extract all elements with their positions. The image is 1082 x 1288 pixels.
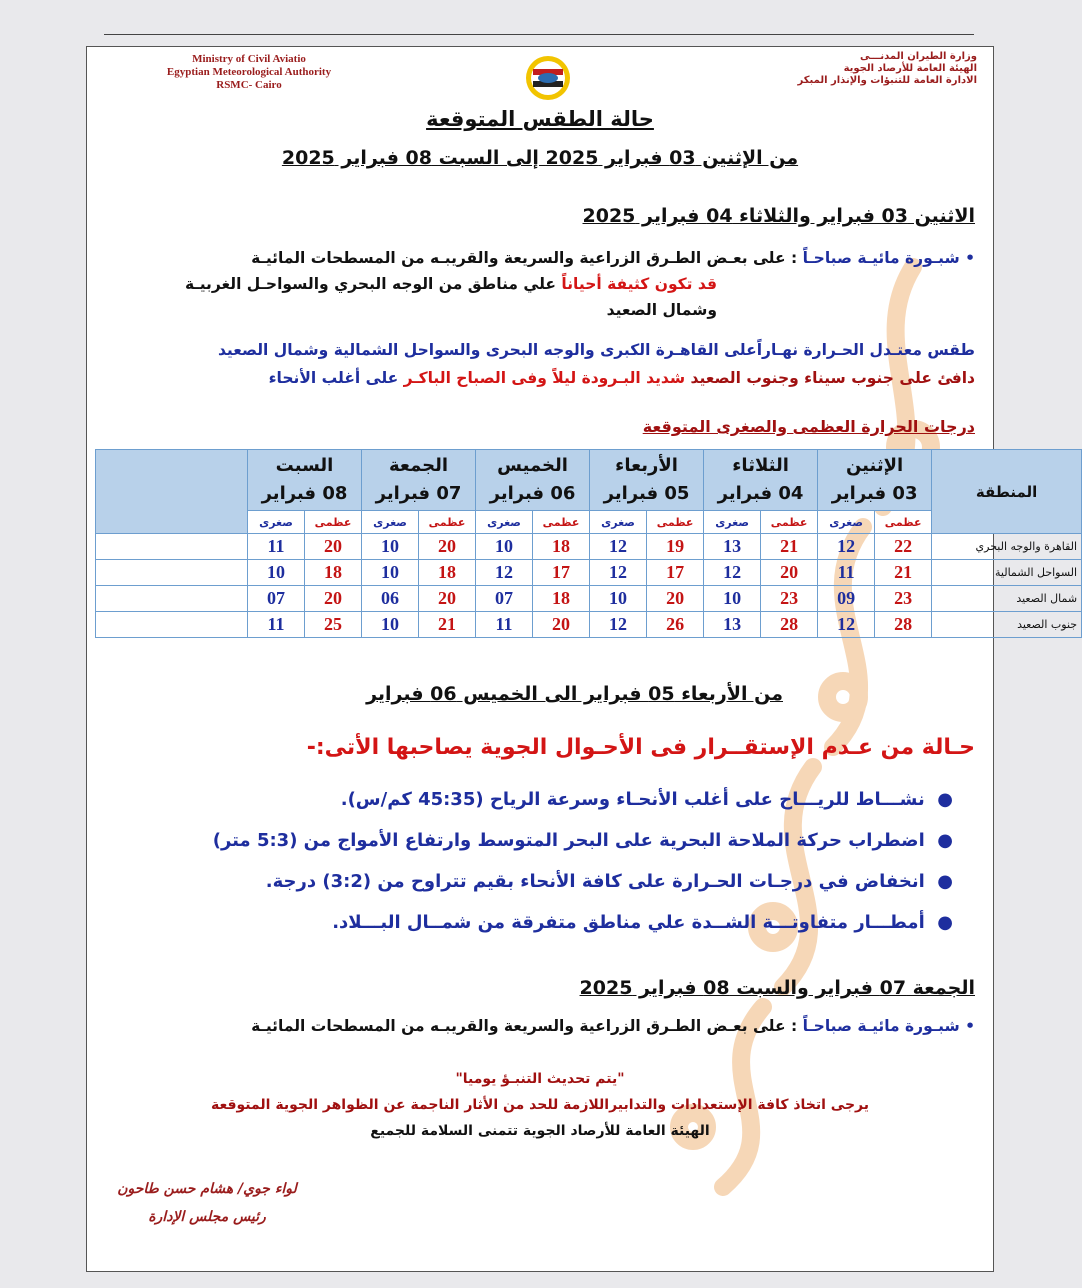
bullet-text: اضطراب حركة الملاحة البحرية على البحر المتوسط وارتفاع الأمواج من (5:3 متر) (212, 830, 925, 851)
region-cell: السواحل الشمالية (932, 560, 1082, 586)
temp-line-2c: على أغلب الأنحاء (268, 369, 399, 387)
authority-logo-icon (525, 55, 571, 101)
section1-dense-line (185, 275, 717, 293)
min-temp-cell: 11 (818, 560, 875, 586)
bullet-dot-icon: ● (924, 830, 953, 851)
min-label: صغرى (362, 511, 419, 534)
header-english (139, 53, 359, 92)
header-en-line: RSMC- Cairo (216, 79, 282, 91)
day-name: الخميس (497, 455, 568, 476)
max-label: عظمى (533, 511, 590, 534)
day-date: 03 فبراير (831, 483, 918, 504)
row-filler (96, 586, 248, 612)
fog-label: • شبـورة مائيـة صباحـاً (802, 249, 975, 267)
update-note: "يتم تحديث التنبـؤ يوميا" (455, 1071, 625, 1087)
min-temp-cell: 12 (590, 534, 647, 560)
bullet-item (213, 830, 953, 851)
table-row (96, 534, 1082, 560)
min-temp-cell: 11 (248, 534, 305, 560)
min-temp-cell: 10 (476, 534, 533, 560)
region-header: المنطقة (932, 450, 1082, 534)
day-header (476, 450, 590, 511)
max-temp-cell: 18 (419, 560, 476, 586)
temp-line-2a: دافئ على جنوب سيناء وجنوب الصعيد (690, 369, 975, 387)
day-name: الأربعاء (615, 455, 678, 476)
signature-title: رئيس مجلس الإدارة (148, 1209, 266, 1225)
min-label: صغرى (248, 511, 305, 534)
day-header (590, 450, 704, 511)
max-temp-cell: 22 (875, 534, 932, 560)
max-label: عظمى (419, 511, 476, 534)
min-temp-cell: 11 (476, 612, 533, 638)
max-temp-cell: 23 (875, 586, 932, 612)
day-name: الجمعة (389, 455, 449, 476)
table-row (96, 612, 1082, 638)
bullet-dot-icon: ● (924, 871, 953, 892)
table-body (96, 534, 1082, 638)
max-temp-cell: 21 (875, 560, 932, 586)
max-temp-cell: 20 (647, 586, 704, 612)
signature-name: لواء جوي/ هشام حسن طاحون (117, 1181, 297, 1197)
region-cell: شمال الصعيد (932, 586, 1082, 612)
max-temp-cell: 20 (305, 586, 362, 612)
min-label: صغرى (476, 511, 533, 534)
max-temp-cell: 20 (419, 534, 476, 560)
forecast-document (86, 46, 1078, 1272)
max-temp-cell: 18 (305, 560, 362, 586)
bullet-dot-icon: ● (924, 789, 953, 810)
temperature-table (95, 449, 1082, 638)
day-date: 06 فبراير (489, 483, 576, 504)
max-temp-cell: 20 (761, 560, 818, 586)
section1-dense-line2: وشمال الصعيد (606, 301, 717, 319)
day-header (362, 450, 476, 511)
section1-heading: الاثنين 03 فبراير والثلاثاء 04 فبراير 2025 (582, 205, 975, 227)
max-temp-cell: 21 (761, 534, 818, 560)
header-ar-line: وزارة الطيران المدنـــى (859, 51, 977, 62)
fog-label: • شبـورة مائيـة صباحـاً (802, 1017, 975, 1035)
table-header-row (96, 450, 1082, 511)
header-en-line: Ministry of Civil Aviatio (192, 53, 306, 65)
fog-text: : على بعـض الطـرق الزراعية والسريعة والقريبـه من المسطحات المائيـة (251, 1017, 798, 1035)
bullet-item (332, 912, 953, 933)
min-temp-cell: 10 (248, 560, 305, 586)
day-header (818, 450, 932, 511)
min-temp-cell: 06 (362, 586, 419, 612)
day-header (248, 450, 362, 511)
bullet-text: أمطـــار متفاوتـــة الشــدة علي مناطق متفرقة من شمــال البـــلاد. (332, 912, 925, 933)
min-temp-cell: 07 (248, 586, 305, 612)
max-temp-cell: 28 (761, 612, 818, 638)
min-temp-cell: 13 (704, 534, 761, 560)
section3-fog-line (95, 1017, 975, 1035)
max-temp-cell: 23 (761, 586, 818, 612)
dense-red: قد تكون كثيفة أحياناً (561, 275, 717, 293)
fog-text: : على بعـض الطـرق الزراعية والسريعة والقريبـه من المسطحات المائيـة (251, 249, 798, 267)
max-temp-cell: 25 (305, 612, 362, 638)
day-name: السبت (275, 455, 334, 476)
max-temp-cell: 18 (533, 534, 590, 560)
header-arabic (747, 51, 977, 87)
max-temp-cell: 28 (875, 612, 932, 638)
min-temp-cell: 12 (818, 534, 875, 560)
temp-line-2b: شديد البـرودة ليلاً وفى الصباح الباكـر (403, 369, 686, 387)
day-name: الثلاثاء (732, 455, 789, 476)
dense-rest: علي مناطق من الوجه البحري والسواحـل الغربيـة (185, 275, 557, 293)
min-temp-cell: 12 (704, 560, 761, 586)
bullet-text: انخفاض في درجـات الحـرارة على كافة الأنحاء بقيم تتراوح من (3:2) درجة. (265, 871, 925, 892)
max-temp-cell: 21 (419, 612, 476, 638)
min-temp-cell: 12 (590, 560, 647, 586)
max-temp-cell: 19 (647, 534, 704, 560)
min-temp-cell: 13 (704, 612, 761, 638)
day-date: 07 فبراير (375, 483, 462, 504)
min-temp-cell: 07 (476, 586, 533, 612)
page-subtitle: من الإثنين 03 فبراير 2025 إلى السبت 08 فبراير 2025 (281, 147, 799, 169)
table-header-filler (96, 450, 248, 534)
min-temp-cell: 11 (248, 612, 305, 638)
header-en-line: Egyptian Meteorological Authority (166, 66, 332, 78)
safety-wish: الهيئة العامة للأرصاد الجوية تتمنى السلامة للجميع (370, 1123, 710, 1139)
temp-line-2 (269, 369, 975, 387)
max-label: عظمى (647, 511, 704, 534)
row-filler (96, 534, 248, 560)
min-label: صغرى (818, 511, 875, 534)
min-temp-cell: 12 (818, 612, 875, 638)
day-header (704, 450, 818, 511)
min-temp-cell: 10 (704, 586, 761, 612)
max-label: عظمى (761, 511, 818, 534)
min-temp-cell: 10 (590, 586, 647, 612)
max-label: عظمى (875, 511, 932, 534)
min-temp-cell: 10 (362, 560, 419, 586)
min-label: صغرى (704, 511, 761, 534)
region-cell: جنوب الصعيد (932, 612, 1082, 638)
section3-heading: الجمعة 07 فبراير والسبت 08 فبراير 2025 (579, 977, 975, 999)
table-row (96, 560, 1082, 586)
header-ar-line: الهيئة العامة للأرصاد الجوية (843, 63, 977, 74)
row-filler (96, 560, 248, 586)
max-temp-cell: 17 (533, 560, 590, 586)
day-name: الإثنين (845, 455, 904, 476)
max-temp-cell: 20 (305, 534, 362, 560)
section1-fog-line (95, 249, 975, 267)
bullet-item (341, 789, 953, 810)
max-temp-cell: 26 (647, 612, 704, 638)
bullet-item (266, 871, 953, 892)
day-date: 08 فبراير (261, 483, 348, 504)
table-row (96, 586, 1082, 612)
instability-alert: حـالة من عـدم الإستقــرار فى الأحـوال الجوية يصاحبها الأتى:- (306, 735, 975, 760)
section2-heading: من الأربعاء 05 فبراير الى الخميس 06 فبراير (366, 683, 783, 705)
top-rule (104, 34, 974, 35)
max-temp-cell: 17 (647, 560, 704, 586)
temps-heading: درجات الحرارة العظمى والصغرى المتوقعة (642, 417, 975, 436)
min-label: صغرى (590, 511, 647, 534)
max-temp-cell: 20 (533, 612, 590, 638)
header-ar-line: الادارة العامة للتنبؤات والإنذار المبكر (797, 75, 977, 86)
min-temp-cell: 10 (362, 534, 419, 560)
temp-line-1: طقس معتـدل الحـرارة نهـاراًعلى القاهـرة الكبرى والوجه البحرى والسواحل الشمالية وشمال الصعيد (217, 341, 975, 359)
region-cell: القاهرة والوجه البحري (932, 534, 1082, 560)
max-temp-cell: 18 (533, 586, 590, 612)
min-temp-cell: 12 (476, 560, 533, 586)
bullet-text: نشـــاط للريـــاح على أغلب الأنحـاء وسرعة الرياح (45:35 كم/س). (340, 789, 925, 810)
day-date: 05 فبراير (603, 483, 690, 504)
row-filler (96, 612, 248, 638)
max-label: عظمى (305, 511, 362, 534)
advice-note: يرجى اتخاذ كافة الإستعدادات والتدابيراللازمة للحد من الأثار الناجمة عن الظواهر الجوية المتوقعة (210, 1097, 870, 1113)
min-temp-cell: 12 (590, 612, 647, 638)
day-date: 04 فبراير (717, 483, 804, 504)
page-title: حالة الطقس المتوقعة (426, 107, 654, 131)
bullet-dot-icon: ● (924, 912, 953, 933)
min-temp-cell: 10 (362, 612, 419, 638)
min-temp-cell: 09 (818, 586, 875, 612)
max-temp-cell: 20 (419, 586, 476, 612)
